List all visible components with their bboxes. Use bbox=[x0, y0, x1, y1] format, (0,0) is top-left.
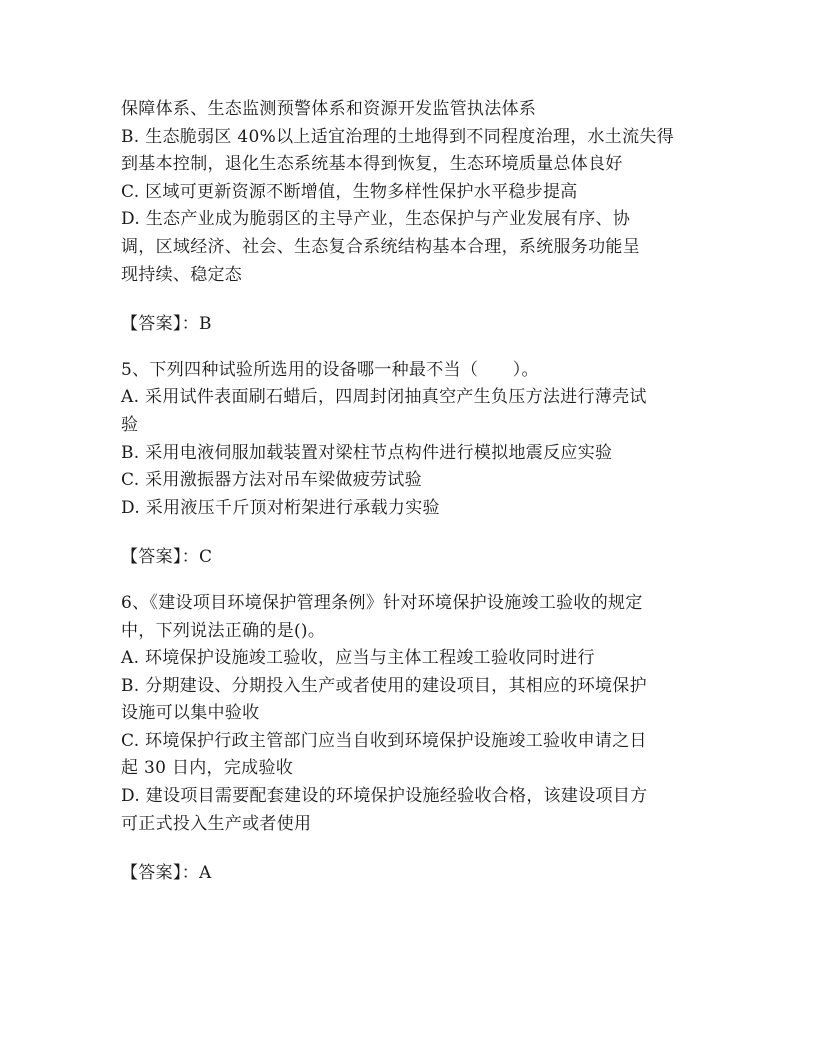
question-6-option-c-line-1: C. 环境保护行政主管部门应当自收到环境保护设施竣工验收申请之日 bbox=[121, 730, 647, 751]
answer-question-6: 【答案】：A bbox=[121, 863, 212, 884]
question-6-option-d-line-2: 可正式投入生产或者使用 bbox=[121, 813, 312, 834]
option-b-line-1: B. 生态脆弱区 40%以上适宜治理的土地得到不同程度治理，水土流失得 bbox=[121, 126, 674, 147]
option-c: C. 区域可更新资源不断增值，生物多样性保护水平稳步提高 bbox=[121, 181, 578, 202]
option-a-continuation: 保障体系、生态监测预警体系和资源开发监管执法体系 bbox=[121, 99, 537, 119]
question-6-stem-line-2: 中，下列说法正确的是()。 bbox=[121, 620, 326, 641]
option-d-line-2: 调，区域经济、社会、生态复合系统结构基本合理，系统服务功能呈 bbox=[121, 236, 640, 257]
question-6-option-a: A. 环境保护设施竣工验收，应当与主体工程竣工验收同时进行 bbox=[121, 648, 595, 669]
question-4-continuation bbox=[121, 96, 701, 339]
question-5-option-d: D. 采用液压千斤顶对桁架进行承载力实验 bbox=[121, 497, 440, 518]
document-page bbox=[121, 96, 701, 888]
question-5-option-a-line-2: 验 bbox=[121, 414, 139, 435]
question-5-option-c: C. 采用激振器方法对吊车梁做疲劳试验 bbox=[121, 470, 422, 491]
question-5-option-b: B. 采用电液伺服加载装置对梁柱节点构件进行模拟地震反应实验 bbox=[121, 442, 613, 463]
option-d-line-3: 现持续、稳定态 bbox=[121, 264, 243, 285]
question-5 bbox=[121, 357, 701, 572]
question-5-stem: 5、下列四种试验所选用的设备哪一种最不当（ ）。 bbox=[121, 359, 539, 380]
question-6-stem-line-1: 6、《建设项目环境保护管理条例》针对环境保护设施竣工验收的规定 bbox=[121, 592, 643, 613]
answer-question-5: 【答案】：C bbox=[121, 547, 213, 568]
question-6 bbox=[121, 590, 701, 888]
answer-question-4: 【答案】：B bbox=[121, 314, 212, 335]
question-6-option-b-line-2: 设施可以集中验收 bbox=[121, 703, 260, 724]
option-d-line-1: D. 生态产业成为脆弱区的主导产业，生态保护与产业发展有序、协 bbox=[121, 209, 631, 230]
question-6-option-c-line-2: 起 30 日内，完成验收 bbox=[121, 758, 294, 779]
question-5-option-a-line-1: A. 采用试件表面刷石蜡后，四周封闭抽真空产生负压方法进行薄壳试 bbox=[121, 387, 647, 408]
question-6-option-b-line-1: B. 分期建设、分期投入生产或者使用的建设项目，其相应的环境保护 bbox=[121, 675, 647, 696]
question-6-option-d-line-1: D. 建设项目需要配套建设的环境保护设施经验收合格，该建设项目方 bbox=[121, 786, 648, 807]
option-b-line-2: 到基本控制，退化生态系统基本得到恢复，生态环境质量总体良好 bbox=[121, 154, 623, 175]
